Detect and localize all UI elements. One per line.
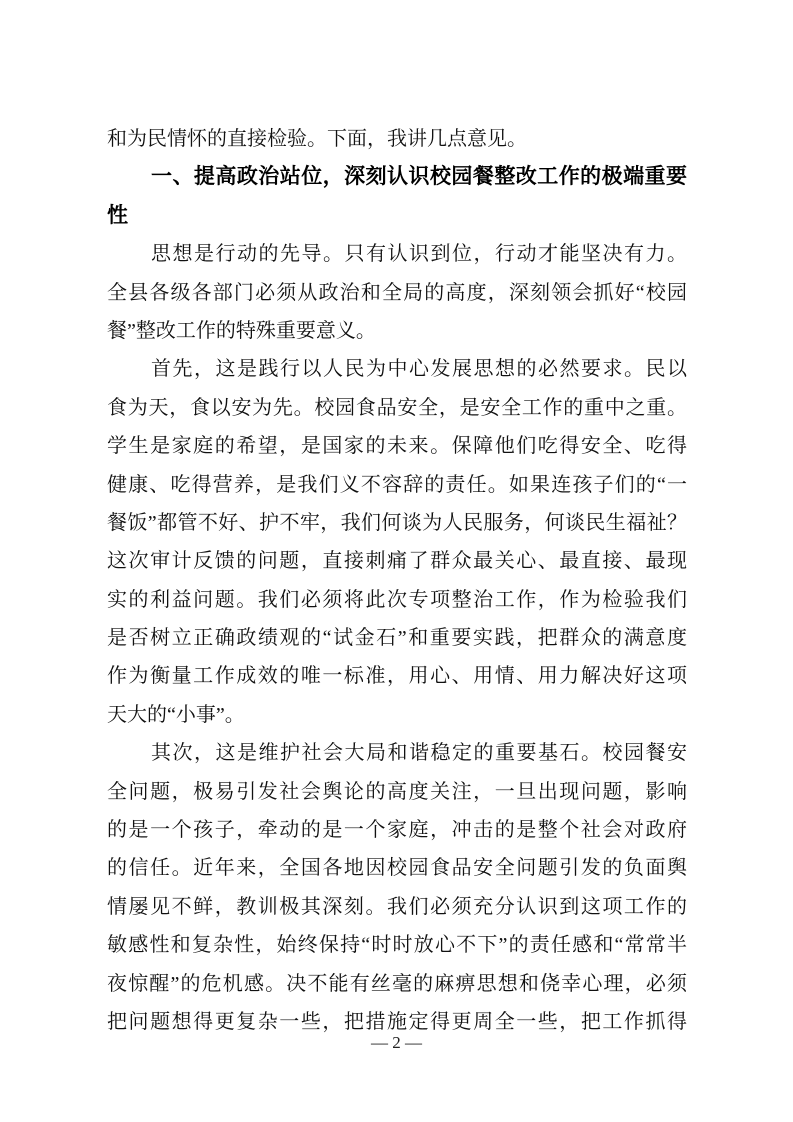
text-line: 情屡见不鲜，教训极其深刻。我们必须充分认识到这项工作的: [107, 895, 687, 918]
text-line: 全县各级各部门必须从政治和全局的高度，深刻领会抓好“校园: [107, 281, 687, 304]
text-line: 敏感性和复杂性，始终保持“时时放心不下”的责任感和“常常半: [107, 934, 687, 957]
text-line: 食为天，食以安为先。校园食品安全，是安全工作的重中之重。: [107, 396, 687, 419]
section-heading-line-2: 性: [107, 203, 128, 227]
text-line: 学生是家庭的希望，是国家的未来。保障他们吃得安全、吃得: [107, 435, 687, 458]
text-line: 这次审计反馈的问题，直接刺痛了群众最关心、最直接、最现: [107, 550, 687, 573]
text-line: 全问题，极易引发社会舆论的高度关注，一旦出现问题，影响: [107, 780, 687, 803]
text-block: [107, 120, 687, 1041]
section-heading-line-1: 一、提高政治站位，深刻认识校园餐整改工作的极端重要: [151, 165, 687, 189]
text-line: 的信任。近年来，全国各地因校园食品安全问题引发的负面舆: [107, 857, 687, 880]
text-line: 实的利益问题。我们必须将此次专项整治工作，作为检验我们: [107, 588, 687, 611]
text-line: 是否树立正确政绩观的“试金石”和重要实践，把群众的满意度: [107, 627, 687, 650]
text-line: 天大的“小事”。: [107, 703, 245, 726]
text-line: 的是一个孩子，牵动的是一个家庭，冲击的是整个社会对政府: [107, 819, 687, 842]
text-line: 餐”整改工作的特殊重要意义。: [107, 319, 376, 342]
text-line: 首先，这是践行以人民为中心发展思想的必然要求。民以: [151, 358, 687, 381]
text-line: 其次，这是维护社会大局和谐稳定的重要基石。校园餐安: [151, 742, 687, 765]
text-line: 夜惊醒”的危机感。决不能有丝毫的麻痹思想和侥幸心理，必须: [107, 972, 687, 995]
text-line: 健康、吃得营养，是我们义不容辞的责任。如果连孩子们的“一: [107, 473, 687, 496]
text-line-continuation: 和为民情怀的直接检验。下面，我讲几点意见。: [107, 128, 527, 150]
text-line: 把问题想得更复杂一些，把措施定得更周全一些，把工作抓得: [107, 1010, 687, 1033]
page-number: — 2 —: [371, 1033, 422, 1052]
text-line: 思想是行动的先导。只有认识到位，行动才能坚决有力。: [151, 243, 687, 266]
text-line: 餐饭”都管不好、护不牢，我们何谈为人民服务，何谈民生福祉？: [107, 511, 687, 534]
text-line: 作为衡量工作成效的唯一标准，用心、用情、用力解决好这项: [107, 665, 687, 688]
